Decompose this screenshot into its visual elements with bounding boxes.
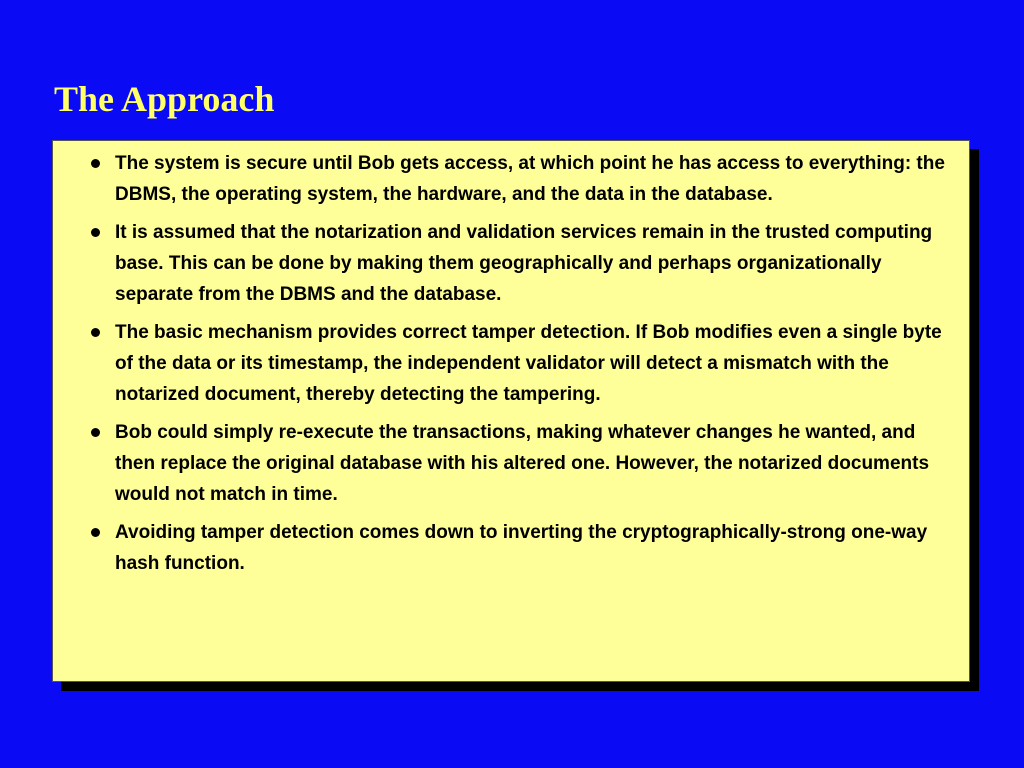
bullet-item (83, 417, 955, 510)
bullet-dot-icon (91, 228, 100, 237)
bullet-dot-icon (91, 528, 100, 537)
bullet-text: It is assumed that the notarization and validation services remain in the trusted computing base. This can be done by making them geographically and perhaps organizationally separate from the DBMS and the database. (115, 222, 933, 305)
bullet-item (83, 148, 955, 210)
content-box (52, 140, 970, 682)
bullet-text: Avoiding tamper detection comes down to inverting the cryptographically-strong one-way hash function. (115, 522, 928, 574)
bullet-dot-icon (91, 428, 100, 437)
bullet-item (83, 517, 955, 579)
bullet-item (83, 217, 955, 310)
bullet-text: Bob could simply re-execute the transactions, making whatever changes he wanted, and then replace the original database with his altered one. However, the notarized documents would not match in time. (115, 422, 930, 505)
bullet-text: The system is secure until Bob gets access, at which point he has access to everything: the DBMS, the operating system, the hardware, and the data in the database. (115, 153, 945, 205)
slide-title: The Approach (54, 79, 275, 119)
bullet-item (83, 317, 955, 410)
bullet-text: The basic mechanism provides correct tamper detection. If Bob modifies even a single byte of the data or its timestamp, the independent validator will detect a mismatch with the notarized document, thereby detecting the tampering. (115, 322, 942, 405)
bullet-dot-icon (91, 159, 100, 168)
bullet-dot-icon (91, 328, 100, 337)
bullet-list (83, 148, 955, 586)
